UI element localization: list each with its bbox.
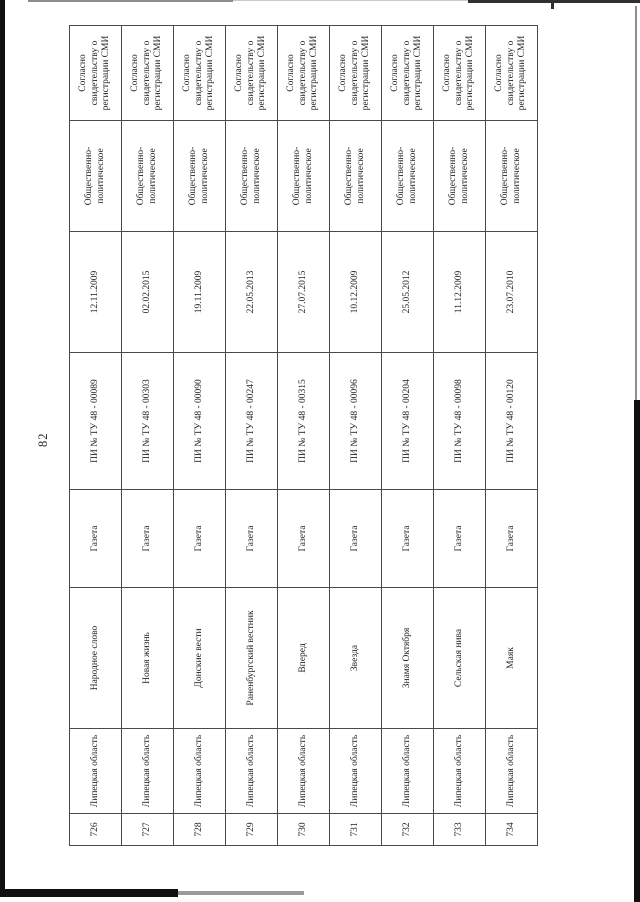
cell-registration-date: 23.07.2010 xyxy=(486,232,538,353)
cell-distribution-note: Согласно свидетельству о регистрации СМИ xyxy=(382,26,434,121)
cell-registration-date: 12.11.2009 xyxy=(70,232,122,353)
cell-media-type: Газета xyxy=(226,490,278,588)
cell-registration-date: 10.12.2009 xyxy=(330,232,382,353)
table-row xyxy=(486,26,538,846)
cell-publication-name: Маяк xyxy=(486,588,538,729)
cell-row-number: 734 xyxy=(486,814,538,846)
cell-row-number: 727 xyxy=(122,814,174,846)
media-registry-table xyxy=(69,25,538,846)
cell-registration-number: ПИ № ТУ 48 - 00247 xyxy=(226,353,278,490)
cell-media-type: Газета xyxy=(330,490,382,588)
cell-publication-name: Звезда xyxy=(330,588,382,729)
cell-row-number: 730 xyxy=(278,814,330,846)
cell-distribution-note: Согласно свидетельству о регистрации СМИ xyxy=(330,26,382,121)
cell-registration-number: ПИ № ТУ 48 - 00315 xyxy=(278,353,330,490)
cell-media-type: Газета xyxy=(382,490,434,588)
table-row xyxy=(278,26,330,846)
cell-category: Общественно-политическое xyxy=(70,121,122,232)
cell-region: Липецкая область xyxy=(278,729,330,814)
cell-publication-name: Новая жизнь xyxy=(122,588,174,729)
table-row xyxy=(434,26,486,846)
cell-publication-name: Донские вести xyxy=(174,588,226,729)
cell-registration-date: 27.07.2015 xyxy=(278,232,330,353)
cell-row-number: 729 xyxy=(226,814,278,846)
cell-distribution-note: Согласно свидетельству о регистрации СМИ xyxy=(486,26,538,121)
cell-media-type: Газета xyxy=(278,490,330,588)
cell-region: Липецкая область xyxy=(382,729,434,814)
cell-registration-date: 22.05.2013 xyxy=(226,232,278,353)
table-body xyxy=(70,26,538,846)
cell-media-type: Газета xyxy=(486,490,538,588)
cell-region: Липецкая область xyxy=(330,729,382,814)
cell-category: Общественно-политическое xyxy=(122,121,174,232)
cell-region: Липецкая область xyxy=(486,729,538,814)
cell-region: Липецкая область xyxy=(122,729,174,814)
cell-media-type: Газета xyxy=(434,490,486,588)
cell-region: Липецкая область xyxy=(226,729,278,814)
cell-media-type: Газета xyxy=(174,490,226,588)
cell-row-number: 726 xyxy=(70,814,122,846)
cell-distribution-note: Согласно свидетельству о регистрации СМИ xyxy=(278,26,330,121)
table-row xyxy=(226,26,278,846)
cell-publication-name: Вперед xyxy=(278,588,330,729)
cell-category: Общественно-политическое xyxy=(434,121,486,232)
cell-registration-number: ПИ № ТУ 48 - 00090 xyxy=(174,353,226,490)
table-row xyxy=(174,26,226,846)
cell-distribution-note: Согласно свидетельству о регистрации СМИ xyxy=(434,26,486,121)
cell-category: Общественно-политическое xyxy=(330,121,382,232)
cell-category: Общественно-политическое xyxy=(382,121,434,232)
table-row xyxy=(330,26,382,846)
scan-edge-top-tick xyxy=(551,0,554,9)
scan-edge-top-line-right xyxy=(468,0,640,3)
cell-category: Общественно-политическое xyxy=(174,121,226,232)
cell-distribution-note: Согласно свидетельству о регистрации СМИ xyxy=(174,26,226,121)
cell-publication-name: Раненбургский вестник xyxy=(226,588,278,729)
cell-region: Липецкая область xyxy=(174,729,226,814)
cell-registration-number: ПИ № ТУ 48 - 00096 xyxy=(330,353,382,490)
cell-registration-number: ПИ № ТУ 48 - 00098 xyxy=(434,353,486,490)
cell-region: Липецкая область xyxy=(434,729,486,814)
table-row xyxy=(382,26,434,846)
cell-publication-name: Сельская нива xyxy=(434,588,486,729)
cell-region: Липецкая область xyxy=(70,729,122,814)
scan-edge-bottom-bar xyxy=(0,889,178,897)
scan-edge-right-bar xyxy=(634,400,640,902)
cell-row-number: 728 xyxy=(174,814,226,846)
cell-category: Общественно-политическое xyxy=(486,121,538,232)
cell-distribution-note: Согласно свидетельству о регистрации СМИ xyxy=(122,26,174,121)
cell-registration-number: ПИ № ТУ 48 - 00204 xyxy=(382,353,434,490)
cell-row-number: 732 xyxy=(382,814,434,846)
scan-edge-right-line xyxy=(635,6,637,400)
scan-edge-top-line-left xyxy=(28,0,233,2)
cell-publication-name: Народное слово xyxy=(70,588,122,729)
cell-registration-date: 11.12.2009 xyxy=(434,232,486,353)
cell-distribution-note: Согласно свидетельству о регистрации СМИ xyxy=(226,26,278,121)
cell-registration-date: 02.02.2015 xyxy=(122,232,174,353)
cell-media-type: Газета xyxy=(70,490,122,588)
cell-registration-number: ПИ № ТУ 48 - 00120 xyxy=(486,353,538,490)
scan-edge-bottom-bar-gray xyxy=(178,891,304,895)
scan-edge-left-bar xyxy=(0,0,5,889)
cell-category: Общественно-политическое xyxy=(278,121,330,232)
rotated-table-container xyxy=(69,25,538,846)
cell-registration-date: 19.11.2009 xyxy=(174,232,226,353)
cell-category: Общественно-политическое xyxy=(226,121,278,232)
cell-row-number: 733 xyxy=(434,814,486,846)
cell-distribution-note: Согласно свидетельству о регистрации СМИ xyxy=(70,26,122,121)
cell-registration-date: 25.05.2012 xyxy=(382,232,434,353)
table-row xyxy=(70,26,122,846)
cell-media-type: Газета xyxy=(122,490,174,588)
cell-registration-number: ПИ № ТУ 48 - 00089 xyxy=(70,353,122,490)
cell-publication-name: Знамя Октября xyxy=(382,588,434,729)
page-number: 82 xyxy=(36,432,50,447)
table-row xyxy=(122,26,174,846)
cell-row-number: 731 xyxy=(330,814,382,846)
cell-registration-number: ПИ № ТУ 48 - 00303 xyxy=(122,353,174,490)
